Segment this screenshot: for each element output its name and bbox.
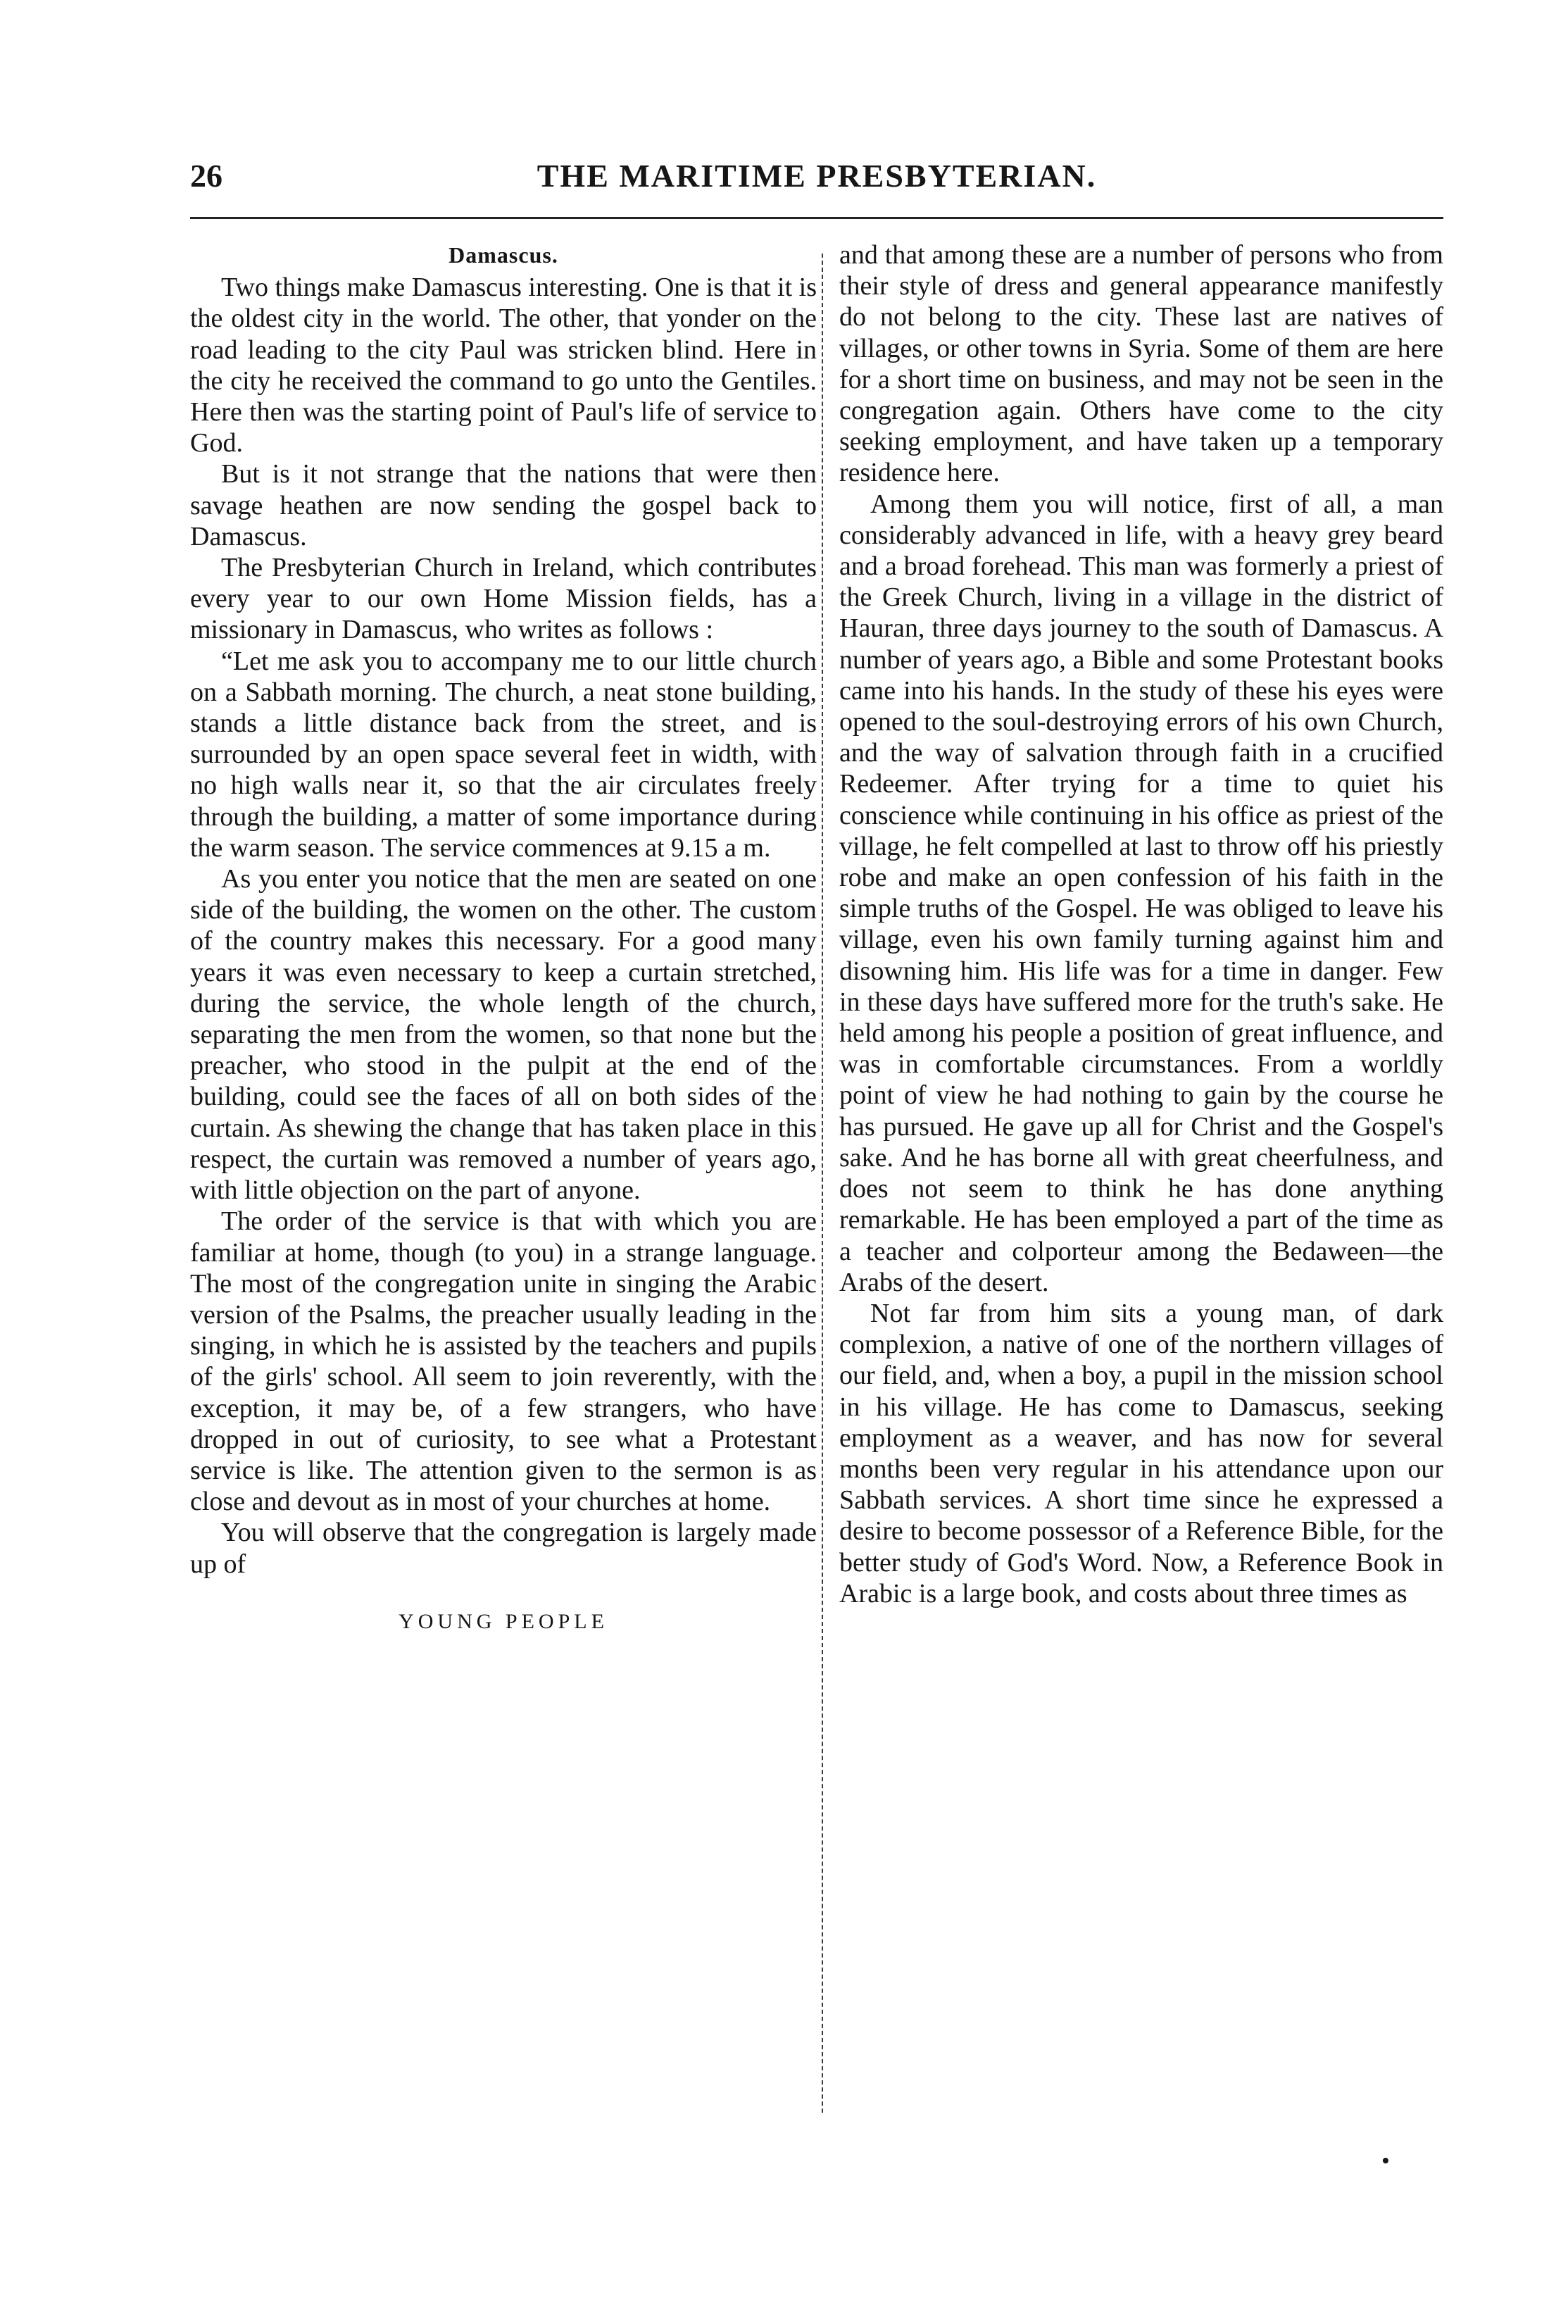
page-number: 26	[190, 158, 222, 194]
paragraph: and that among these are a number of persons who from their style of dress and general appearance manifestly do not belong to the city. These last are natives of villages, or other towns in Syria. Some of them are here for a short time on business, and may not be seen in the congregation again. Others have come to the city seeking employment, and have taken up a temporary residence here.	[839, 240, 1443, 488]
article-title: Damascus.	[449, 242, 558, 268]
paragraph: Not far from him sits a young man, of dark complexion, a native of one of the northern villages of our field, and, when a boy, a pupil in the mission school in his village. He has come to Damascus, seeking employment as a weaver, and has now for several months been very regular in his attendance upon our Sabbath services. A short time since he expressed a desire to become possessor of a Reference Bible, for the better study of God's Word. Now, a Reference Book in Arabic is a large book, and costs about three times as	[839, 1298, 1443, 1608]
running-head-title: THE MARITIME PRESBYTERIAN.	[537, 158, 1097, 194]
paragraph: The order of the service is that with which you are familiar at home, though (to you) in a strange language. The most of the congregation unite in singing the Arabic version of the Psalms, the preacher usually leading in the singing, in which he is assisted by the teachers and pupils of the girls' school. All seem to join reverently, with the exception, it may be, of a few strangers, who have dropped in out of curiosity, to see what a Protestant service is like. The attention given to the sermon is as close and devout as in most of your churches at home.	[190, 1206, 817, 1517]
paragraph: Among them you will notice, first of all, a man considerably advanced in life, with a heavy grey beard and a broad forehead. This man was formerly a priest of the Greek Church, living in a village in the district of Hauran, three days journey to the south of Damascus. A number of years ago, a Bible and some Protestant books came into his hands. In the study of these his eyes were opened to the soul-destroying errors of his own Church, and the way of salvation through faith in a crucified Redeemer. After trying for a time to quiet his conscience while continuing in his office as priest of the village, he felt compelled at last to throw off his priestly robe and make an open confession of his faith in the simple truths of the Gospel. He was obliged to leave his village, even his own family turning against him and disowning him. His life was for a time in danger. Few in these days have suffered more for the truth's sake. He held among his people a position of great influence, and was in comfortable circumstances. From a worldly point of view he had nothing to gain by the course he has pursued. He gave up all for Christ and the Gospel's sake. And he has borne all with great cheerfulness, and does not seem to think he has done anything remarkable. He has been employed a part of the time as a teacher and colporteur among the Bedaween—the Arabs of the desert.	[839, 489, 1443, 1297]
right-column	[839, 239, 1443, 1609]
paragraph: The Presbyterian Church in Ireland, which contributes every year to our own Home Mission fields, has a missionary in Damascus, who writes as follows :	[190, 553, 817, 645]
left-column	[190, 239, 817, 1637]
header-rule	[190, 217, 1443, 219]
paragraph: Two things make Damascus interesting. One is that it is the oldest city in the world. The other, that yonder on the road leading to the city Paul was stricken blind. Here in the city he received the command to go unto the Gentiles. Here then was the starting point of Paul's life of service to God.	[190, 273, 817, 458]
page-header	[190, 148, 1443, 204]
column-divider	[822, 254, 823, 2113]
catchword: YOUNG PEOPLE	[399, 1609, 608, 1633]
bullet-mark: •	[1381, 2148, 1390, 2174]
paragraph: But is it not strange that the nations that were then savage heathen are now sending the gospel back to Damascus.	[190, 459, 817, 551]
paragraph: “Let me ask you to accompany me to our little church on a Sabbath morning. The church, a neat stone building, stands a little distance back from the street, and is surrounded by an open space several feet in width, with no high walls near it, so that the air circulates freely through the building, a matter of some importance during the warm season. The service commences at 9.15 a m.	[190, 646, 817, 863]
paragraph: As you enter you notice that the men are seated on one side of the building, the women on the other. The custom of the country makes this necessary. For a good many years it was even necessary to keep a curtain stretched, during the service, the whole length of the church, separating the men from the women, so that none but the preacher, who stood in the pulpit at the end of the building, could see the faces of all on both sides of the curtain. As shewing the change that has taken place in this respect, the curtain was removed a number of years ago, with little objection on the part of anyone.	[190, 864, 817, 1206]
paragraph: You will observe that the congregation is largely made up of	[190, 1518, 817, 1579]
